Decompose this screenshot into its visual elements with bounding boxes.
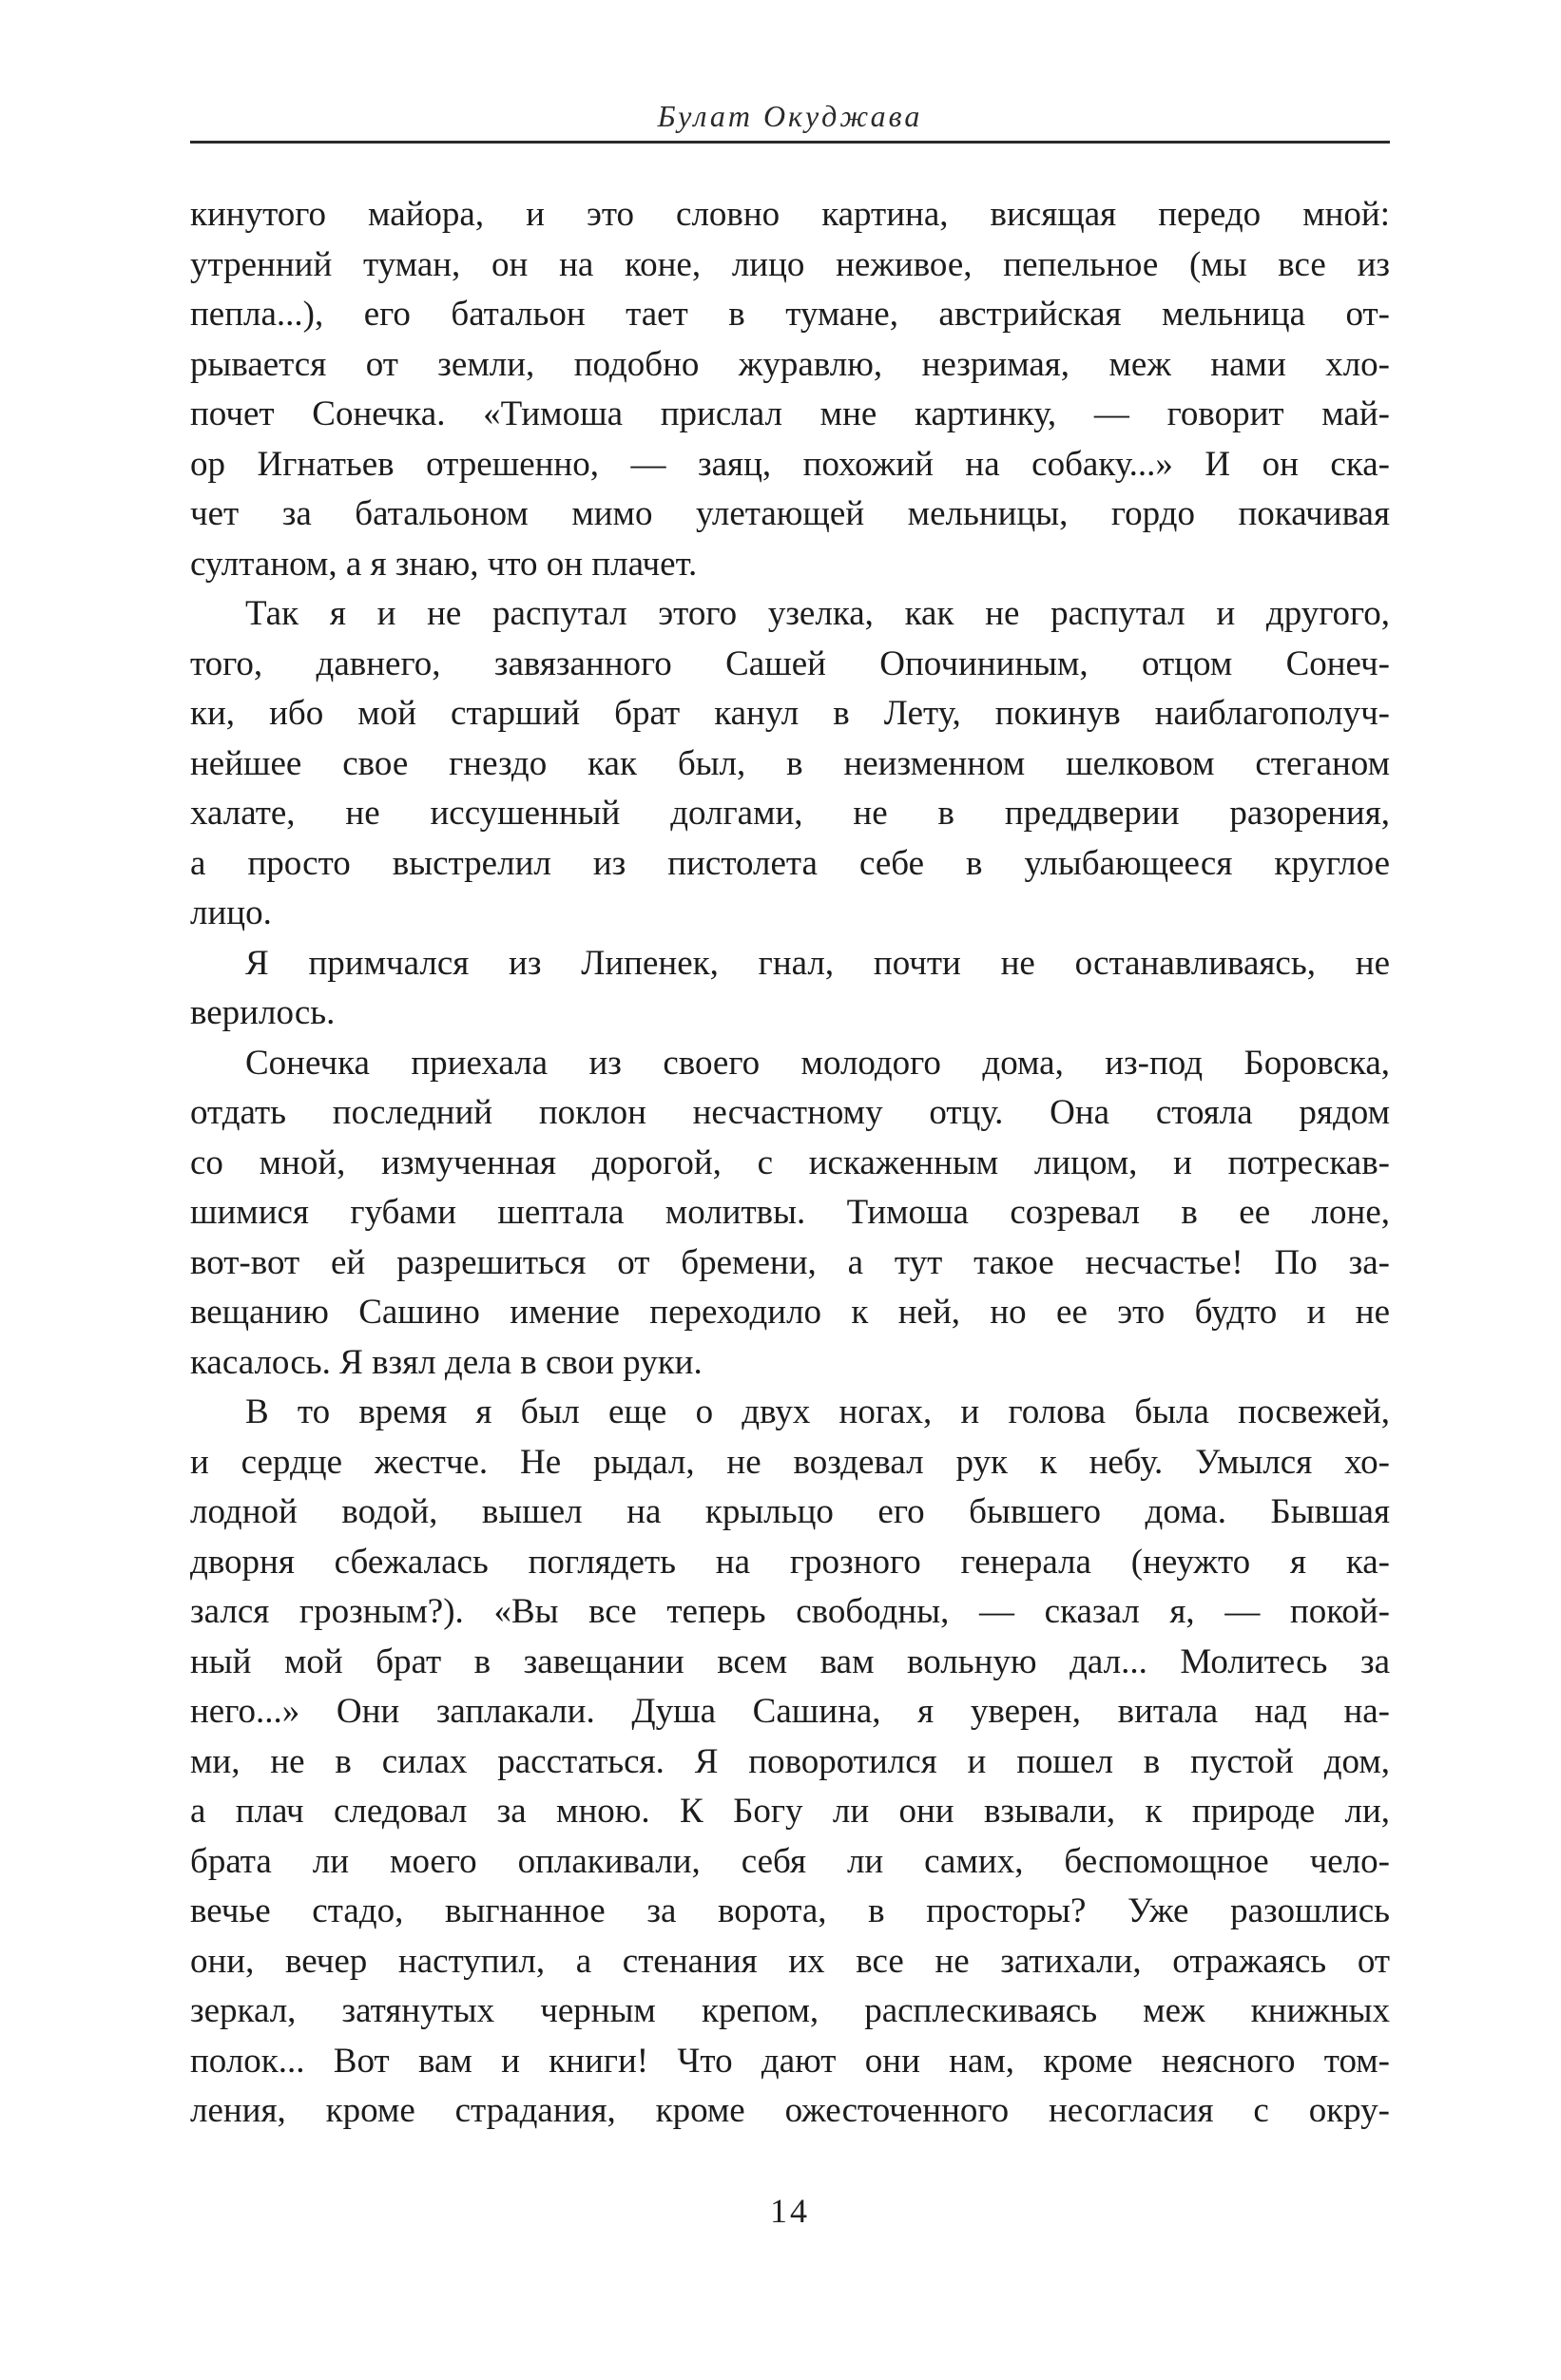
text-line: зался грозным?). «Вы все теперь свободны, — сказал я, — покой- [190, 1592, 1390, 1631]
text-line: кинутого майора, и это словно картина, висящая передо мной: [190, 195, 1390, 234]
header-divider [190, 141, 1390, 144]
text-line: вечье стадо, выгнанное за ворота, в просторы? Уже разошлись [190, 1891, 1390, 1930]
paragraph-first-line: Так я и не распутал этого узелка, как не распутал и другого, [245, 594, 1390, 633]
text-line: касалось. Я взял дела в свои руки. [190, 1342, 703, 1382]
text-line: ления, кроме страдания, кроме ожесточенного несогласия с окру- [190, 2091, 1390, 2130]
paragraph-first-line: Я примчался из Липенек, гнал, почти не останавливаясь, не [245, 943, 1390, 983]
text-line: шимися губами шептала молитвы. Тимоша созревал в ее лоне, [190, 1193, 1390, 1232]
text-line: ный мой брат в завещании всем вам вольную дал... Молитесь за [190, 1641, 1390, 1681]
text-line: со мной, измученная дорогой, с искаженным лицом, и потрескав- [190, 1142, 1390, 1182]
text-line: него...» Они заплакали. Душа Сашина, я уверен, витала над на- [190, 1692, 1390, 1731]
running-head-title: Булат Окуджава [657, 99, 923, 133]
text-line: ки, ибо мой старший брат канул в Лету, покинув наиблагополуч- [190, 694, 1390, 733]
text-line: лицо. [190, 893, 272, 932]
text-line: зеркал, затянутых черным крепом, расплескиваясь меж книжных [190, 1991, 1390, 2030]
text-line: султаном, а я знаю, что он плачет. [190, 544, 698, 584]
text-line: вот-вот ей разрешиться от бремени, а тут такое несчастье! По за- [190, 1242, 1390, 1282]
text-line: ор Игнатьев отрешенно, — заяц, похожий на собаку...» И он ска- [190, 444, 1390, 484]
text-line: пепла...), его батальон тает в тумане, австрийская мельница от- [190, 295, 1390, 334]
text-line: дворня сбежалась поглядеть на грозного генерала (неужто я ка- [190, 1542, 1390, 1582]
text-line: а плач следовал за мною. К Богу ли они взывали, к природе ли, [190, 1792, 1390, 1831]
page-number: 14 [770, 2192, 810, 2230]
text-line: брата ли моего оплакивали, себя ли самих, беспомощное чело- [190, 1841, 1390, 1881]
text-line: нейшее свое гнездо как был, в неизменном шелковом стеганом [190, 743, 1390, 783]
text-line: отдать последний поклон несчастному отцу. Она стояла рядом [190, 1093, 1390, 1132]
text-line: лодной водой, вышел на крыльцо его бывшего дома. Бывшая [190, 1492, 1390, 1531]
text-line: они, вечер наступил, а стенания их все не затихали, отражаясь от [190, 1941, 1390, 1981]
text-line: и сердце жестче. Не рыдал, не воздевал рук к небу. Умылся хо- [190, 1442, 1390, 1482]
text-line: верилось. [190, 993, 336, 1032]
paragraph-first-line: В то время я был еще о двух ногах, и голова была посвежей, [245, 1392, 1390, 1431]
text-line: халате, не иссушенный долгами, не в преддверии разорения, [190, 794, 1390, 833]
text-line: чет за батальоном мимо улетающей мельницы, гордо покачивая [190, 494, 1390, 533]
text-line: утренний туман, он на коне, лицо неживое, пепельное (мы все из [190, 244, 1390, 284]
text-line: того, давнего, завязанного Сашей Опочининым, отцом Сонеч- [190, 643, 1390, 683]
text-line: вещанию Сашино имение переходило к ней, но ее это будто и не [190, 1293, 1390, 1332]
text-line: почет Сонечка. «Тимоша прислал мне картинку, — говорит май- [190, 394, 1390, 433]
text-line: полок... Вот вам и книги! Что дают они нам, кроме неясного том- [190, 2041, 1390, 2081]
body-text [190, 190, 1390, 2137]
paragraph-first-line: Сонечка приехала из своего молодого дома, из-под Боровска, [245, 1043, 1390, 1083]
text-line: а просто выстрелил из пистолета себе в улыбающееся круглое [190, 843, 1390, 883]
text-line: ми, не в силах расстаться. Я поворотился и пошел в пустой дом, [190, 1741, 1390, 1781]
text-line: рывается от земли, подобно журавлю, незримая, меж нами хло- [190, 344, 1390, 384]
